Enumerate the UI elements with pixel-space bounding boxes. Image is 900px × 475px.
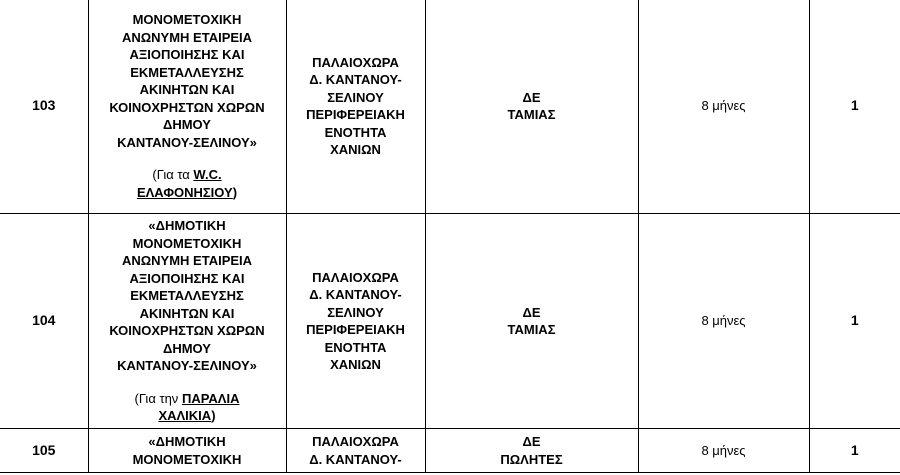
entity-line: ΚΟΙΝΟΧΡΗΣΤΩΝ ΧΩΡΩΝ: [109, 323, 265, 339]
location-cell: [286, 214, 425, 429]
entity-line: ΜΟΝΟΜΕΤΟΧΙΚΗ: [132, 12, 242, 27]
count-cell: 1: [809, 214, 900, 429]
location-line: ΧΑΝΙΩΝ: [330, 357, 381, 372]
location-line: ΠΑΛΑΙΟΧΩΡΑ: [312, 269, 399, 285]
entity-line: ΚΑΝΤΑΝΟΥ-ΣΕΛΙΝΟΥ»: [117, 134, 257, 150]
duration-cell: 8 μήνες: [638, 214, 809, 429]
entity-line: ΔΗΜΟΥ: [163, 117, 211, 132]
location-line: ΕΝΟΤΗΤΑ: [324, 124, 387, 140]
location-note: [89, 166, 286, 201]
location-line: ΠΕΡΙΦΕΡΕΙΑΚΗ: [306, 107, 405, 122]
entity-cell: [88, 429, 286, 473]
location-line: ΧΑΝΙΩΝ: [330, 142, 381, 157]
table-row: [0, 214, 900, 429]
location-line: ΣΕΛΙΝΟΥ: [327, 304, 384, 320]
entity-line: ΜΟΝΟΜΕΤΟΧΙΚΗ: [132, 235, 242, 251]
table-row: [0, 429, 900, 473]
specialty-line: ΤΑΜΙΑΣ: [507, 107, 556, 122]
entity-line: ΑΞΙΟΠΟΙΗΣΗΣ ΚΑΙ: [129, 47, 245, 62]
count-cell: 1: [809, 0, 900, 214]
table-row: [0, 0, 900, 214]
location-note: [89, 390, 286, 425]
entity-line: ΕΚΜΕΤΑΛΛΕΥΣΗΣ: [130, 288, 244, 304]
specialty-line: ΔΕ: [522, 434, 541, 449]
entity-line: ΜΟΝΟΜΕΤΟΧΙΚΗ: [132, 451, 242, 467]
entity-line: ΕΚΜΕΤΑΛΛΕΥΣΗΣ: [130, 64, 244, 80]
note-place-1: W.C.: [193, 167, 222, 182]
location-line: Δ. ΚΑΝΤΑΝΟΥ-: [309, 72, 402, 87]
entity-line: ΑΝΩΝΥΜΗ ΕΤΑΙΡΕΙΑ: [121, 253, 253, 269]
entity-line: ΑΞΙΟΠΟΙΗΣΗΣ ΚΑΙ: [129, 270, 245, 286]
location-cell: [286, 429, 425, 473]
specialty-cell: [425, 0, 638, 214]
duration-cell: 8 μήνες: [638, 0, 809, 214]
location-line: ΣΕΛΙΝΟΥ: [327, 89, 384, 105]
count-cell: 1: [809, 429, 900, 473]
entity-line: ΑΚΙΝΗΤΩΝ ΚΑΙ: [139, 305, 235, 321]
entity-line: ΔΗΜΟΥ: [163, 340, 211, 356]
specialty-cell: [425, 429, 638, 473]
row-number: 104: [0, 214, 88, 429]
specialty-line: ΤΑΜΙΑΣ: [507, 322, 556, 337]
location-line: ΠΑΛΑΙΟΧΩΡΑ: [312, 434, 399, 449]
specialty-line: ΔΕ: [522, 89, 541, 105]
entity-line: ΑΝΩΝΥΜΗ ΕΤΑΙΡΕΙΑ: [121, 29, 253, 45]
note-place-2: ΕΛΑΦΟΝΗΣΙΟΥ: [136, 184, 233, 200]
entity-line: ΑΚΙΝΗΤΩΝ ΚΑΙ: [139, 82, 235, 97]
note-place-2: ΧΑΛΙΚΙΑ: [158, 408, 212, 424]
row-number: 103: [0, 0, 88, 214]
note-prefix: (Για τα: [152, 167, 194, 182]
location-line: ΠΕΡΙΦΕΡΕΙΑΚΗ: [306, 322, 405, 337]
entity-line: ΚΑΝΤΑΝΟΥ-ΣΕΛΙΝΟΥ»: [117, 358, 257, 374]
specialty-cell: [425, 214, 638, 429]
location-line: Δ. ΚΑΝΤΑΝΟΥ-: [309, 287, 402, 302]
entity-cell: [88, 0, 286, 214]
location-line: ΕΝΟΤΗΤΑ: [324, 339, 387, 355]
entity-line: «ΔΗΜΟΤΙΚΗ: [148, 434, 226, 449]
note-prefix: (Για την: [134, 390, 182, 406]
row-number: 105: [0, 429, 88, 473]
note-suffix: ): [232, 184, 238, 200]
entity-line: ΚΟΙΝΟΧΡΗΣΤΩΝ ΧΩΡΩΝ: [109, 99, 265, 115]
entity-line: «ΔΗΜΟΤΙΚΗ: [148, 218, 226, 234]
specialty-line: ΠΩΛΗΤΕΣ: [500, 451, 563, 467]
note-suffix: ): [211, 408, 216, 424]
location-line: Δ. ΚΑΝΤΑΝΟΥ-: [309, 451, 402, 467]
location-cell: [286, 0, 425, 214]
note-place-1: ΠΑΡΑΛΙΑ: [181, 390, 240, 406]
duration-cell: 8 μήνες: [638, 429, 809, 473]
entity-cell: [88, 214, 286, 429]
specialty-line: ΔΕ: [522, 304, 541, 320]
location-line: ΠΑΛΑΙΟΧΩΡΑ: [312, 54, 399, 70]
